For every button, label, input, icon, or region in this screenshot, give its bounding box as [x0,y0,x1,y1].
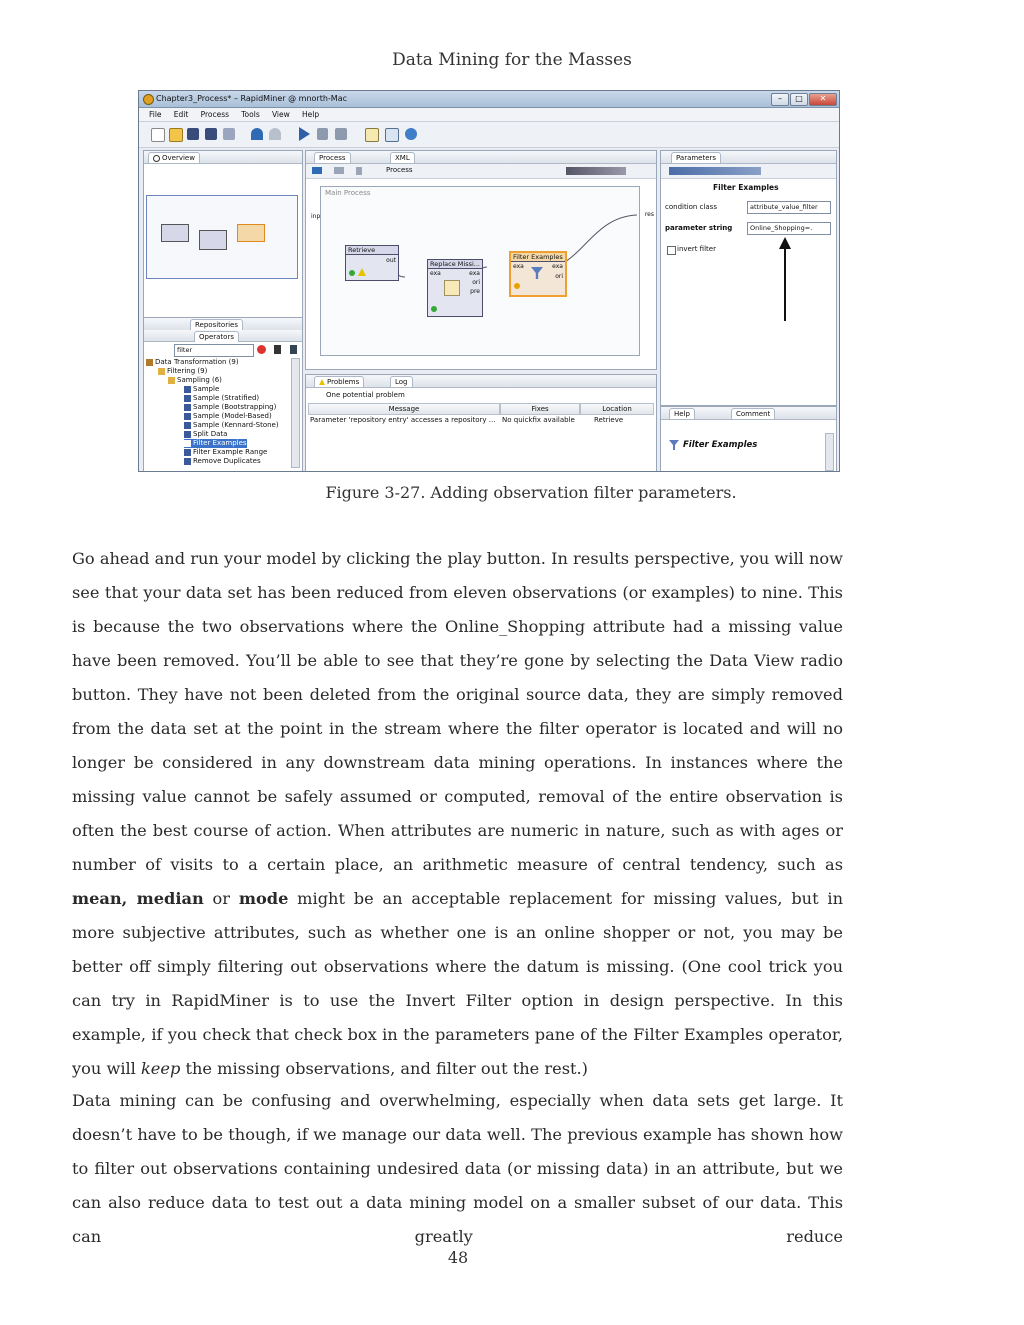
magnifier-icon [153,155,160,162]
emphasis-mode: mode [238,889,289,908]
overview-panel [143,150,303,322]
figure-caption: Figure 3-27. Adding observation filter parameters. [325,483,737,502]
page-number: 48 [447,1248,469,1267]
problem-message[interactable]: Parameter 'repository entry' accesses a repository ... [310,416,496,424]
operator-replace-missing[interactable]: Replace Missi... exa exa ori pre [427,259,483,317]
condition-class-select[interactable]: attribute_value_filter [747,201,831,214]
tab-operators[interactable]: Operators [194,331,239,342]
port-exa-out-label: exa [552,263,563,270]
tree-data-transformation[interactable]: Data Transformation (9) [146,358,239,367]
tree-filter-example-range[interactable]: Filter Example Range [184,448,267,457]
parameter-string-input[interactable]: Online_Shopping=. [747,222,831,235]
tab-process[interactable]: Process [314,152,351,163]
port-pre-label: pre [470,288,480,295]
menu-bar [139,108,839,122]
forward-arrow-icon[interactable] [334,167,344,174]
port-out-label: out [386,257,396,264]
port-ori-label: ori [555,273,563,280]
menu-file[interactable]: File [149,110,162,119]
tree-filter-examples[interactable]: Filter Examples [184,439,247,448]
tab-xml[interactable]: XML [390,152,415,163]
maximize-button[interactable]: □ [790,93,808,106]
replace-missing-icon [444,280,460,296]
overview-mini-filter [237,224,265,242]
minimize-button[interactable]: – [771,93,789,106]
problem-fix[interactable]: No quickfix available [502,416,575,424]
tree-sample-bootstrapping[interactable]: Sample (Bootstrapping) [184,403,276,412]
running-header: Data Mining for the Masses [392,50,632,70]
folder-icon [146,359,153,366]
status-ok-icon [349,270,355,276]
operator-search-input[interactable]: filter [174,344,254,357]
tree-sample[interactable]: Sample [184,385,219,394]
status-ok-icon [431,306,437,312]
rapidminer-app-icon [143,94,154,105]
run-play-icon[interactable] [299,127,310,141]
overview-mini-replace [199,230,227,250]
parameter-string-label: parameter string [665,224,733,232]
perspective-design-icon[interactable] [365,128,379,142]
tab-parameters[interactable]: Parameters [671,152,721,163]
menu-process[interactable]: Process [200,110,230,119]
process-breadcrumb[interactable]: Process [386,166,413,174]
main-toolbar [139,122,839,148]
up-arrow-icon[interactable] [356,167,362,175]
col-location[interactable]: Location [580,403,654,415]
save-as-icon[interactable] [205,128,217,140]
filter-toggle-icon[interactable] [274,345,281,354]
menu-help[interactable]: Help [302,110,320,119]
sort-icon[interactable] [290,345,297,354]
filter-funnel-icon [531,267,543,279]
operator-icon [184,395,191,402]
parameters-panel [660,150,837,406]
parameters-toolbar [661,164,836,179]
perspective-results-icon[interactable] [385,128,399,142]
menu-edit[interactable]: Edit [173,110,189,119]
operator-icon [184,440,191,447]
process-tools-icons[interactable] [566,167,626,175]
filter-funnel-icon [669,440,679,450]
tab-problems[interactable]: Problems [314,376,364,387]
emphasis-keep: keep [141,1059,181,1078]
port-inp-label: inp [311,213,321,220]
operator-icon [184,404,191,411]
problem-location[interactable]: Retrieve [594,416,624,424]
tab-repositories[interactable]: Repositories [190,319,243,330]
stop-icon[interactable] [335,128,347,140]
tab-log[interactable]: Log [390,376,413,387]
window-title: Chapter3_Process* – RapidMiner @ mnorth-Mac [156,94,348,103]
operator-icon [184,449,191,456]
pause-icon[interactable] [317,128,328,140]
clear-search-icon[interactable] [257,345,266,354]
invert-filter-checkbox[interactable] [667,246,676,255]
tree-filtering[interactable]: Filtering (9) [158,367,207,376]
operators-panel [143,317,303,472]
folder-icon [168,377,175,384]
tree-split-data[interactable]: Split Data [184,430,227,439]
operator-icon [184,413,191,420]
overview-thumbnail[interactable] [146,195,298,279]
port-exa-label: exa [430,270,441,277]
overview-mini-retrieve [161,224,189,242]
print-icon[interactable] [223,128,235,140]
operator-filter-examples[interactable]: Filter Examples exa exa ori [509,251,567,297]
invert-filter-label: invert filter [677,245,716,253]
redo-icon[interactable] [269,128,281,140]
operator-icon [184,458,191,465]
warning-icon [358,268,366,276]
emphasis-mean-median: mean, median [72,889,204,908]
operator-retrieve[interactable]: Retrieve out [345,245,399,281]
open-folder-icon[interactable] [169,128,183,142]
folder-icon [158,368,165,375]
col-fixes[interactable]: Fixes [500,403,580,415]
tab-overview[interactable]: Overview [148,152,200,163]
warning-icon [319,379,325,385]
tree-remove-duplicates[interactable]: Remove Duplicates [184,457,261,466]
save-icon[interactable] [187,128,199,140]
back-arrow-icon[interactable] [312,167,322,174]
paragraph-1: Go ahead and run your model by clicking the play button. In results perspective, you will now see that your data set has been reduced from eleven observations (or examples) to nine. This is because the two observations where the Online_Shopping attribute had a missing value have been removed. You’ll be able to see that they’re gone by selecting the Data View radio button. They have not been deleted from the original source data, they are simply removed from the data set at the point in the stream where the filter operator is located and will no longer be considered in any downstream data mining operations. In instances where the missing value cannot be safely assumed or computed, removal of the entire observation is often the best course of action. When attributes are numeric in nature, such as with ages or number of visits to a certain place, an arithmetic measure of central tendency, such as mean, median or mode might be an acceptable replacement for missing values, but in more subjective attributes, such as whether one is an online shopper or not, you may be better off simply filtering out observations where the datum is missing. (One cool trick you can try in RapidMiner is to use the Invert Filter option in design perspective. In this example, if you check that check box in the parameters pane of the Filter Examples operator, you will keep the missing observations, and filter out the rest.) [72,549,844,1078]
annotation-arrow [775,235,795,325]
paragraph-2: Data mining can be confusing and overwhelming, especially when data sets get large. It doesn’t have to be though, if we manage our data well. The previous example has shown how to filter out observations containing undesired data (or missing data) in an attribute, but we can also reduce data to test out a data mining model on a smaller subset of our data. This can greatly reduce [72,1091,843,1246]
help-scrollbar[interactable] [825,433,834,471]
status-pending-icon [514,283,520,289]
perspective-welcome-icon[interactable] [405,128,417,140]
process-panel [305,150,657,370]
parameter-tools-icons[interactable] [669,167,761,175]
close-window-button[interactable]: ✕ [809,93,837,106]
window-titlebar [139,91,839,108]
condition-class-label: condition class [665,203,717,211]
new-process-icon[interactable] [151,128,165,142]
operator-icon [184,422,191,429]
menu-tools[interactable]: Tools [241,110,260,119]
problems-panel [305,374,657,472]
tree-sample-stratified[interactable]: Sample (Stratified) [184,394,259,403]
help-title: Filter Examples [683,440,758,450]
operator-icon [184,431,191,438]
menu-view[interactable]: View [271,110,290,119]
tree-sample-kennard-stone[interactable]: Sample (Kennard-Stone) [184,421,279,430]
port-ori-label: ori [472,279,480,286]
tree-sample-model-based[interactable]: Sample (Model-Based) [184,412,272,421]
port-exa-label: exa [513,263,524,270]
process-canvas[interactable] [311,186,640,356]
help-panel [660,406,837,472]
operator-icon [184,386,191,393]
tab-help[interactable]: Help [669,408,695,419]
col-message[interactable]: Message [308,403,500,415]
undo-icon[interactable] [251,128,263,140]
canvas-title: Main Process [325,189,371,197]
problems-summary: One potential problem [326,391,405,399]
operators-scrollbar[interactable] [291,358,300,468]
rapidminer-screenshot [138,90,840,472]
port-exa-out-label: exa [469,270,480,277]
parameters-operator-name: Filter Examples [713,183,779,192]
tree-sampling[interactable]: Sampling (6) [168,376,222,385]
tab-comment[interactable]: Comment [731,408,775,419]
port-res-label: res [644,211,654,218]
